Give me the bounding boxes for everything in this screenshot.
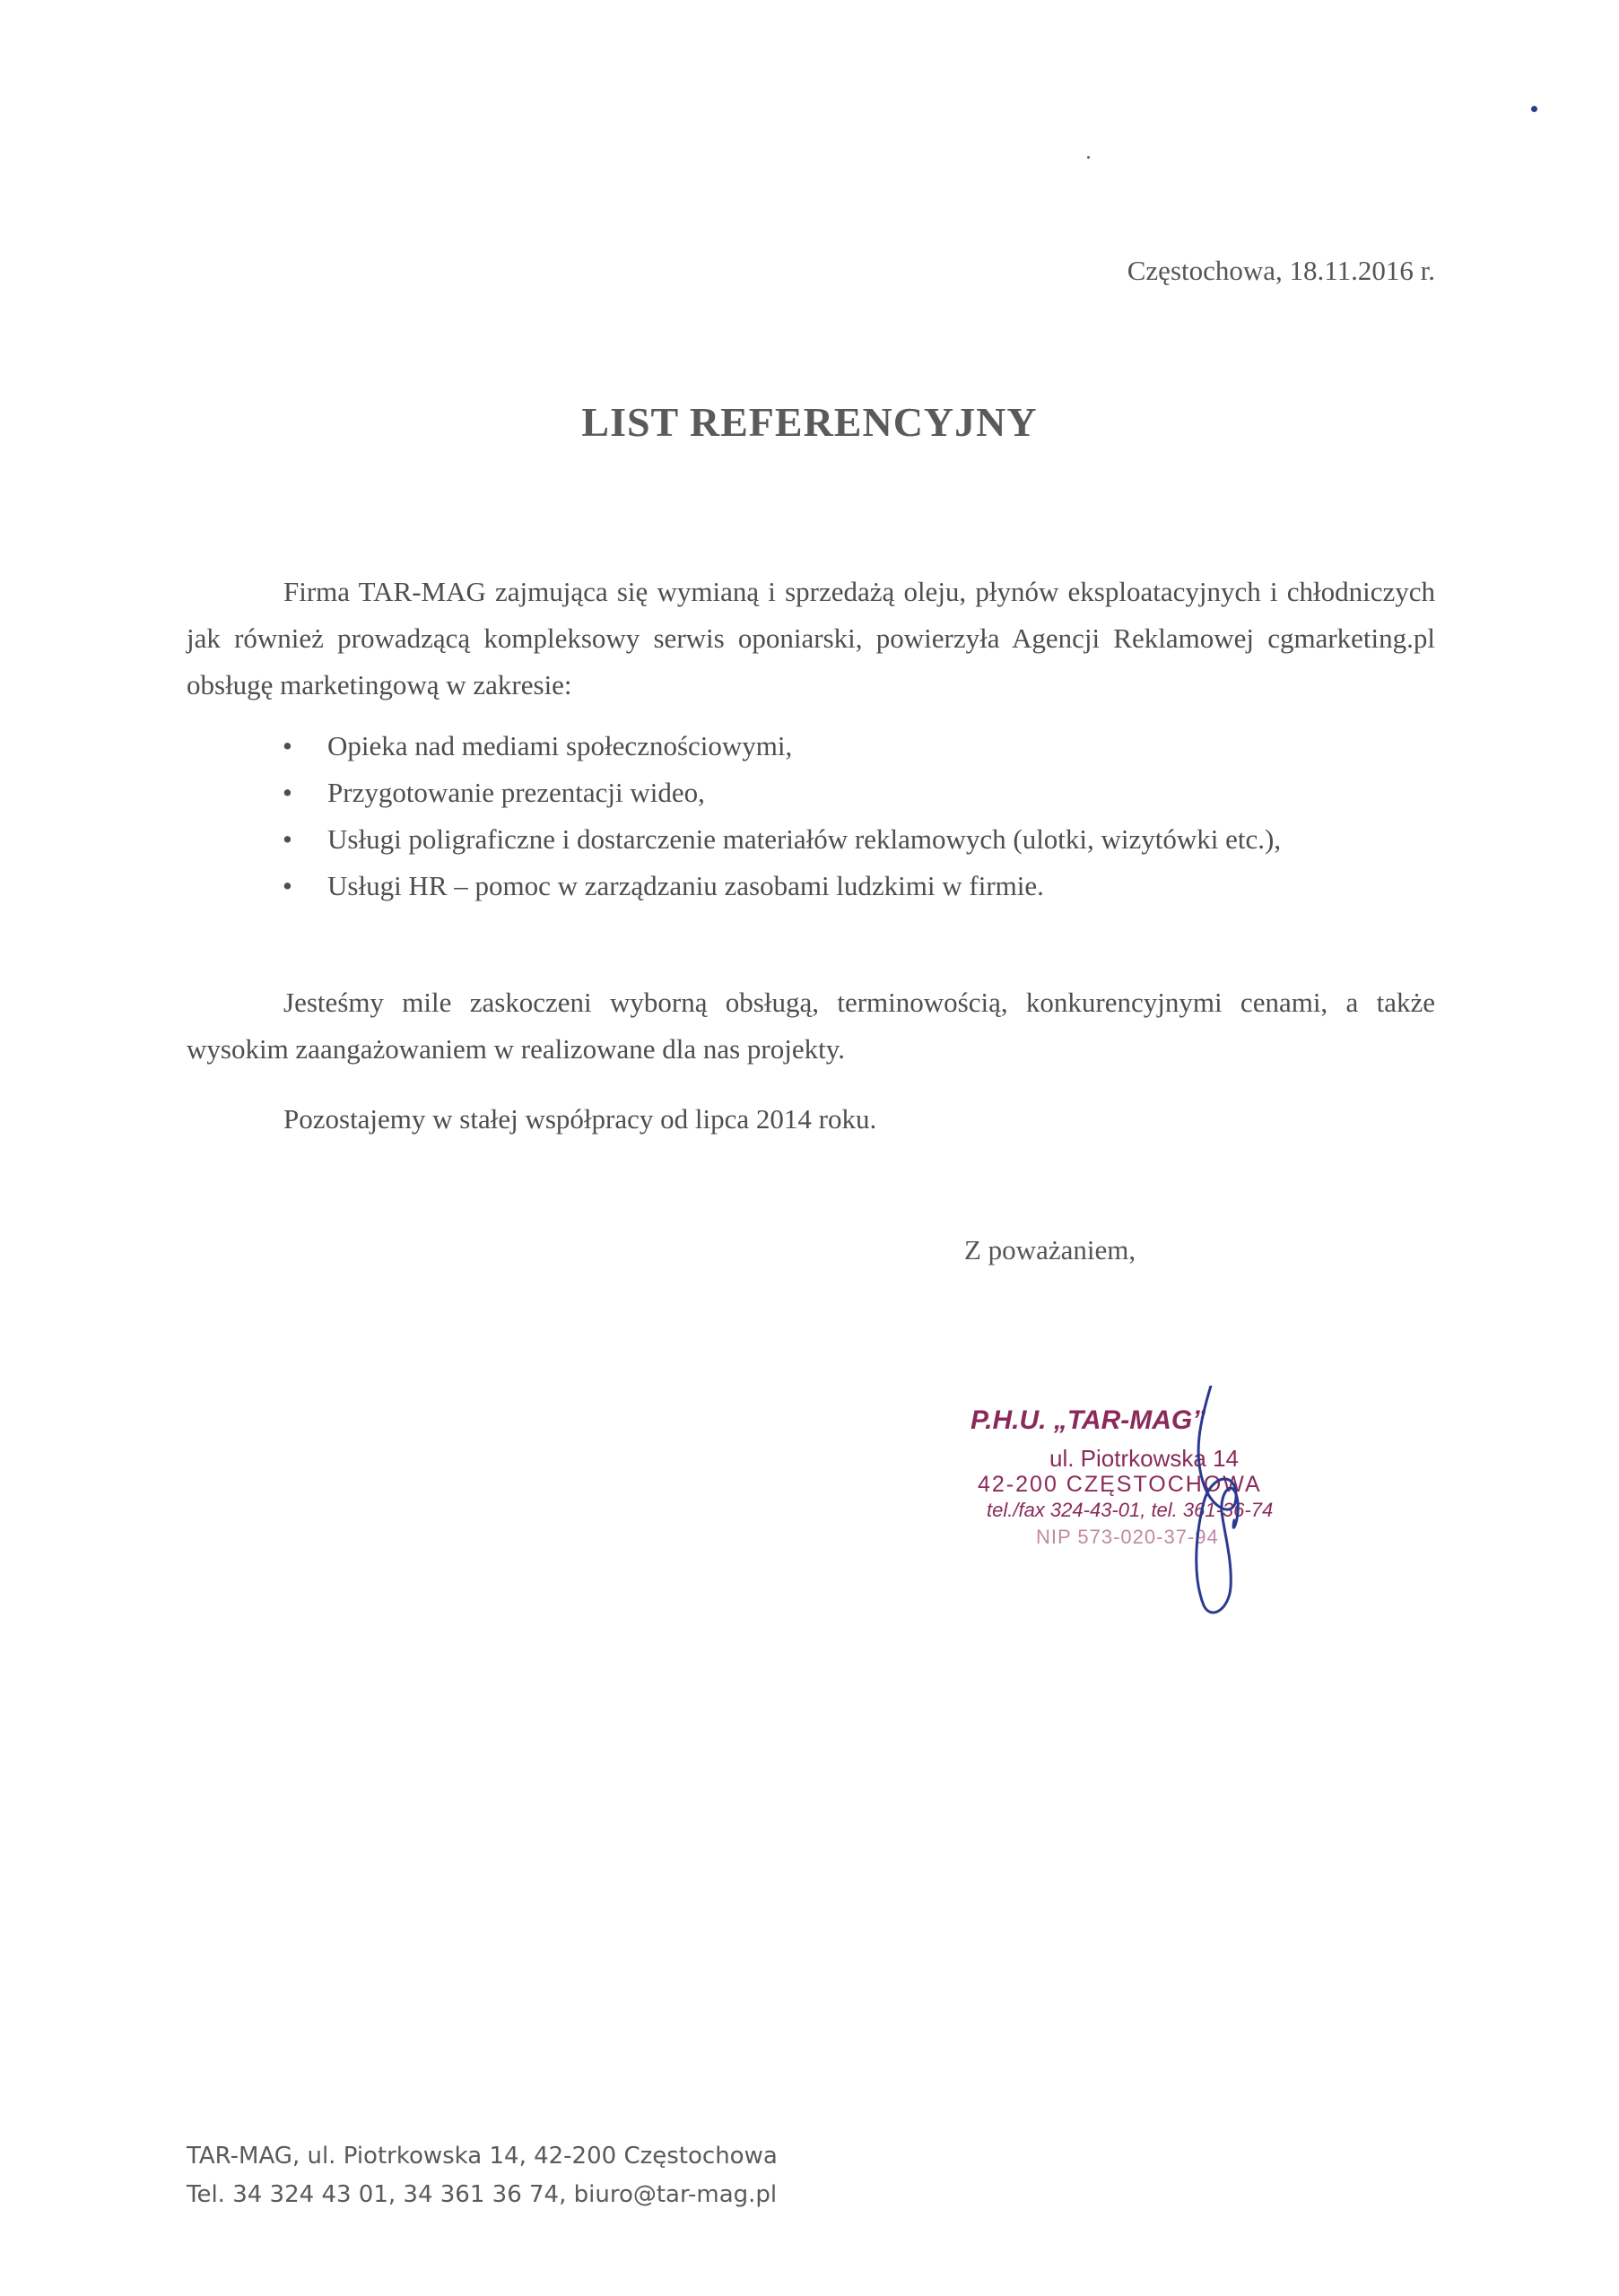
services-list xyxy=(283,723,1435,909)
intro-paragraph-text: Firma TAR-MAG zajmująca się wymianą i sprzedażą oleju, płynów eksploatacyjnych i chłodniczych jak również prowadzącą kompleksowy serwis oponiarski, powierzyła Agencji Reklamowej cgmarketing.pl obsługę marketingową w zakresie: xyxy=(187,576,1435,700)
stamp-line-4: tel./fax 324-43-01, tel. 361-36-74 xyxy=(987,1499,1274,1521)
stamp-line-3: 42-200 CZĘSTOCHOWA xyxy=(978,1472,1262,1497)
stamp-line-1: P.H.U. „TAR-MAG” xyxy=(971,1405,1206,1435)
list-item xyxy=(283,723,1435,770)
list-item-text: Usługi poligraficzne i dostarczenie materiałów reklamowych (ulotki, wizytówki etc.), xyxy=(327,823,1282,855)
bullet-icon: • xyxy=(283,730,292,761)
footer xyxy=(187,2137,778,2214)
scan-speck xyxy=(1531,106,1537,112)
closing-salutation: Z poważaniem, xyxy=(964,1234,1136,1265)
bullet-icon: • xyxy=(283,777,292,808)
satisfaction-paragraph xyxy=(187,979,1435,1073)
place-date: Częstochowa, 18.11.2016 r. xyxy=(1127,255,1435,286)
document-title: LIST REFERENCYJNY xyxy=(581,399,1038,445)
company-stamp xyxy=(969,1386,1399,1619)
list-item-text: Opieka nad mediami społecznościowymi, xyxy=(327,730,793,761)
satisfaction-paragraph-text: Jesteśmy mile zaskoczeni wyborną obsługą, terminowością, konkurencyjnymi cenami, a także wysokim zaangażowaniem w realizowane dla nas projekty. xyxy=(187,987,1435,1065)
scan-speck xyxy=(1087,156,1090,159)
bullet-icon: • xyxy=(283,823,292,855)
cooperation-paragraph xyxy=(187,1096,1435,1143)
footer-address: TAR-MAG, ul. Piotrkowska 14, 42-200 Częstochowa xyxy=(187,2143,778,2170)
stamp-line-5: NIP 573-020-37-94 xyxy=(1036,1526,1219,1548)
footer-contact: Tel. 34 324 43 01, 34 361 36 74, biuro@tar-mag.pl xyxy=(187,2181,778,2208)
list-item xyxy=(283,770,1435,816)
list-item-text: Przygotowanie prezentacji wideo, xyxy=(327,777,705,808)
bullet-icon: • xyxy=(283,870,292,901)
intro-paragraph xyxy=(187,569,1435,709)
list-item-text: Usługi HR – pomoc w zarządzaniu zasobami ludzkimi w firmie. xyxy=(327,870,1044,901)
cooperation-paragraph-text: Pozostajemy w stałej współpracy od lipca 2014 roku. xyxy=(283,1103,877,1135)
stamp-line-2: ul. Piotrkowska 14 xyxy=(1049,1445,1239,1472)
list-item xyxy=(283,863,1435,909)
list-item xyxy=(283,816,1435,863)
